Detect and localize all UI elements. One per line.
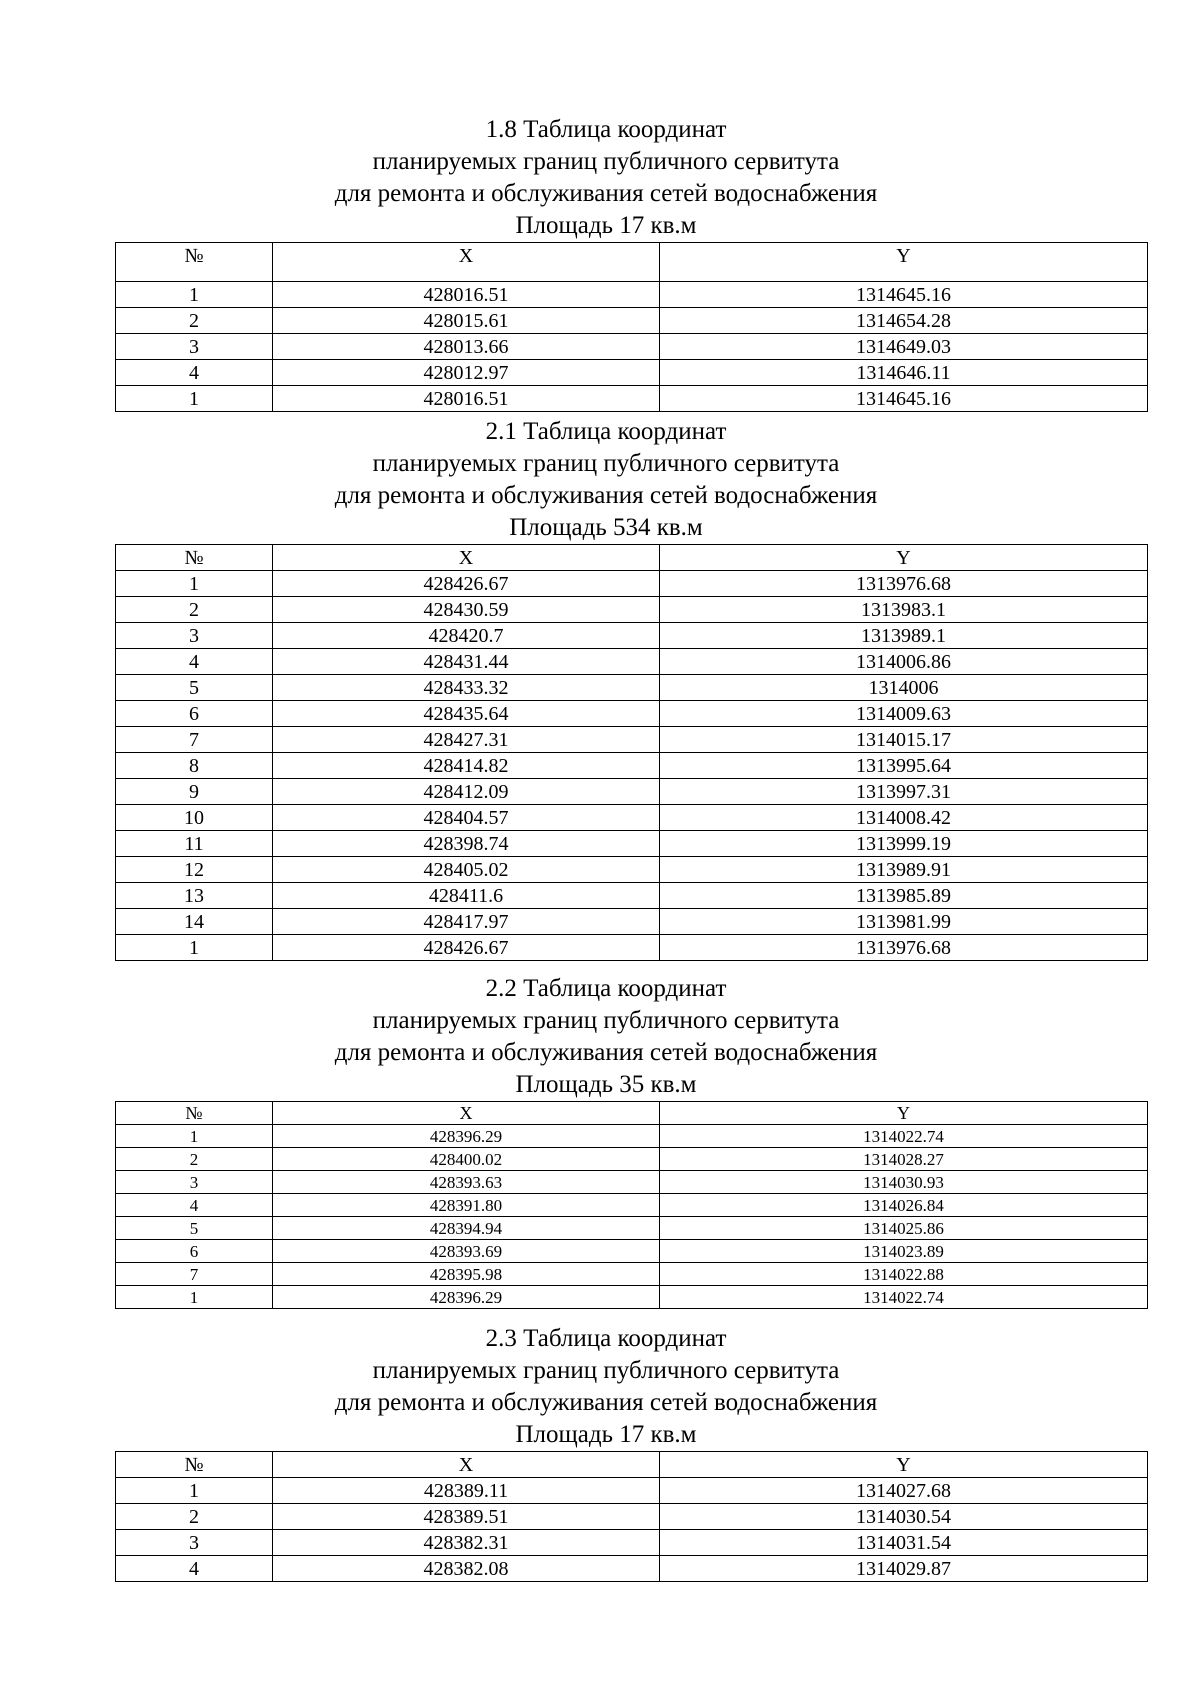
y-coordinate-cell: 1314025.86 <box>660 1217 1148 1240</box>
table-row <box>116 935 1148 961</box>
section-purpose: для ремонта и обслуживания сетей водоснабжения <box>334 482 878 509</box>
x-coordinate-cell: 428396.29 <box>273 1286 660 1309</box>
section-subheading: планируемых границ публичного сервитута <box>372 1357 840 1384</box>
x-coordinate-cell: 428382.31 <box>273 1530 660 1556</box>
y-coordinate-cell: 1314029.87 <box>660 1556 1148 1582</box>
x-coordinate-cell: 428396.29 <box>273 1125 660 1148</box>
x-coordinate-cell: 428400.02 <box>273 1148 660 1171</box>
y-coordinate-cell: 1313995.64 <box>660 753 1148 779</box>
table-row <box>116 1478 1148 1504</box>
column-header-number: № <box>116 1102 273 1125</box>
y-coordinate-cell: 1313997.31 <box>660 779 1148 805</box>
point-number-cell: 3 <box>116 1171 273 1194</box>
table-row <box>116 1556 1148 1582</box>
x-coordinate-cell: 428414.82 <box>273 753 660 779</box>
x-coordinate-cell: 428389.11 <box>273 1478 660 1504</box>
section-heading: 2.1 Таблица координат <box>485 418 727 445</box>
table-row <box>116 831 1148 857</box>
point-number-cell: 1 <box>116 935 273 961</box>
x-coordinate-cell: 428016.51 <box>273 386 660 412</box>
y-coordinate-cell: 1314015.17 <box>660 727 1148 753</box>
point-number-cell: 6 <box>116 1240 273 1263</box>
point-number-cell: 5 <box>116 675 273 701</box>
x-coordinate-cell: 428435.64 <box>273 701 660 727</box>
point-number-cell: 7 <box>116 727 273 753</box>
x-coordinate-cell: 428012.97 <box>273 360 660 386</box>
column-header-x: X <box>273 243 660 282</box>
coordinate-table <box>115 544 1148 961</box>
y-coordinate-cell: 1314008.42 <box>660 805 1148 831</box>
section-area: Площадь 17 кв.м <box>515 1421 697 1448</box>
y-coordinate-cell: 1314009.63 <box>660 701 1148 727</box>
table-row <box>116 1504 1148 1530</box>
point-number-cell: 3 <box>116 1530 273 1556</box>
table-body <box>116 1478 1148 1582</box>
table-row <box>116 1148 1148 1171</box>
point-number-cell: 6 <box>116 701 273 727</box>
table-header-row <box>116 1452 1148 1478</box>
x-coordinate-cell: 428013.66 <box>273 334 660 360</box>
table-row <box>116 1263 1148 1286</box>
table-row <box>116 909 1148 935</box>
section-purpose: для ремонта и обслуживания сетей водоснабжения <box>334 1389 878 1416</box>
point-number-cell: 2 <box>116 1148 273 1171</box>
x-coordinate-cell: 428015.61 <box>273 308 660 334</box>
table-body <box>116 571 1148 961</box>
x-coordinate-cell: 428426.67 <box>273 571 660 597</box>
table-row <box>116 1194 1148 1217</box>
y-coordinate-cell: 1314031.54 <box>660 1530 1148 1556</box>
x-coordinate-cell: 428433.32 <box>273 675 660 701</box>
point-number-cell: 3 <box>116 623 273 649</box>
column-header-y: Y <box>660 545 1148 571</box>
point-number-cell: 4 <box>116 649 273 675</box>
section-purpose: для ремонта и обслуживания сетей водоснабжения <box>334 180 878 207</box>
table-row <box>116 1530 1148 1556</box>
point-number-cell: 2 <box>116 1504 273 1530</box>
coordinate-table <box>115 1101 1148 1309</box>
x-coordinate-cell: 428395.98 <box>273 1263 660 1286</box>
table-row <box>116 883 1148 909</box>
x-coordinate-cell: 428412.09 <box>273 779 660 805</box>
column-header-x: X <box>273 1452 660 1478</box>
table-row <box>116 675 1148 701</box>
point-number-cell: 8 <box>116 753 273 779</box>
column-header-y: Y <box>660 243 1148 282</box>
y-coordinate-cell: 1314023.89 <box>660 1240 1148 1263</box>
y-coordinate-cell: 1314026.84 <box>660 1194 1148 1217</box>
point-number-cell: 10 <box>116 805 273 831</box>
y-coordinate-cell: 1314028.27 <box>660 1148 1148 1171</box>
x-coordinate-cell: 428431.44 <box>273 649 660 675</box>
y-coordinate-cell: 1313983.1 <box>660 597 1148 623</box>
coordinate-section-2-2 <box>0 973 1200 1309</box>
x-coordinate-cell: 428382.08 <box>273 1556 660 1582</box>
table-header-row <box>116 545 1148 571</box>
point-number-cell: 4 <box>116 1556 273 1582</box>
x-coordinate-cell: 428398.74 <box>273 831 660 857</box>
point-number-cell: 1 <box>116 1478 273 1504</box>
table-row <box>116 360 1148 386</box>
y-coordinate-cell: 1313976.68 <box>660 935 1148 961</box>
section-subheading: планируемых границ публичного сервитута <box>372 450 840 477</box>
y-coordinate-cell: 1313981.99 <box>660 909 1148 935</box>
x-coordinate-cell: 428426.67 <box>273 935 660 961</box>
table-row <box>116 1171 1148 1194</box>
y-coordinate-cell: 1314030.93 <box>660 1171 1148 1194</box>
section-area: Площадь 17 кв.м <box>515 212 697 239</box>
x-coordinate-cell: 428427.31 <box>273 727 660 753</box>
column-header-x: X <box>273 1102 660 1125</box>
table-row <box>116 1240 1148 1263</box>
coordinate-table <box>115 242 1148 412</box>
table-row <box>116 334 1148 360</box>
x-coordinate-cell: 428393.63 <box>273 1171 660 1194</box>
column-header-x: X <box>273 545 660 571</box>
coordinate-table <box>115 1451 1148 1582</box>
table-body <box>116 282 1148 412</box>
table-row <box>116 1286 1148 1309</box>
coordinate-section-1-8 <box>0 114 1200 412</box>
table-row <box>116 1125 1148 1148</box>
y-coordinate-cell: 1314646.11 <box>660 360 1148 386</box>
point-number-cell: 4 <box>116 360 273 386</box>
table-row <box>116 649 1148 675</box>
x-coordinate-cell: 428404.57 <box>273 805 660 831</box>
point-number-cell: 13 <box>116 883 273 909</box>
table-row <box>116 753 1148 779</box>
coordinate-section-2-3 <box>0 1323 1200 1582</box>
y-coordinate-cell: 1313989.91 <box>660 857 1148 883</box>
section-heading: 2.3 Таблица координат <box>485 1325 727 1352</box>
y-coordinate-cell: 1314006 <box>660 675 1148 701</box>
point-number-cell: 11 <box>116 831 273 857</box>
x-coordinate-cell: 428405.02 <box>273 857 660 883</box>
point-number-cell: 3 <box>116 334 273 360</box>
table-row <box>116 857 1148 883</box>
coordinate-section-2-1 <box>0 416 1200 961</box>
point-number-cell: 4 <box>116 1194 273 1217</box>
point-number-cell: 1 <box>116 1286 273 1309</box>
x-coordinate-cell: 428411.6 <box>273 883 660 909</box>
section-area: Площадь 534 кв.м <box>509 514 703 541</box>
x-coordinate-cell: 428389.51 <box>273 1504 660 1530</box>
column-header-y: Y <box>660 1452 1148 1478</box>
y-coordinate-cell: 1314027.68 <box>660 1478 1148 1504</box>
section-subheading: планируемых границ публичного сервитута <box>372 1007 840 1034</box>
table-body <box>116 1125 1148 1309</box>
column-header-number: № <box>116 243 273 282</box>
x-coordinate-cell: 428417.97 <box>273 909 660 935</box>
table-header-row <box>116 1102 1148 1125</box>
section-heading: 2.2 Таблица координат <box>485 975 727 1002</box>
point-number-cell: 2 <box>116 597 273 623</box>
y-coordinate-cell: 1314645.16 <box>660 386 1148 412</box>
table-row <box>116 571 1148 597</box>
point-number-cell: 7 <box>116 1263 273 1286</box>
y-coordinate-cell: 1314022.74 <box>660 1125 1148 1148</box>
point-number-cell: 1 <box>116 282 273 308</box>
x-coordinate-cell: 428420.7 <box>273 623 660 649</box>
point-number-cell: 5 <box>116 1217 273 1240</box>
x-coordinate-cell: 428393.69 <box>273 1240 660 1263</box>
table-row <box>116 805 1148 831</box>
point-number-cell: 2 <box>116 308 273 334</box>
y-coordinate-cell: 1313976.68 <box>660 571 1148 597</box>
y-coordinate-cell: 1314649.03 <box>660 334 1148 360</box>
y-coordinate-cell: 1314006.86 <box>660 649 1148 675</box>
x-coordinate-cell: 428391.80 <box>273 1194 660 1217</box>
y-coordinate-cell: 1313989.1 <box>660 623 1148 649</box>
table-row <box>116 701 1148 727</box>
table-header-row <box>116 243 1148 282</box>
point-number-cell: 9 <box>116 779 273 805</box>
y-coordinate-cell: 1314022.88 <box>660 1263 1148 1286</box>
point-number-cell: 12 <box>116 857 273 883</box>
column-header-number: № <box>116 545 273 571</box>
point-number-cell: 14 <box>116 909 273 935</box>
section-purpose: для ремонта и обслуживания сетей водоснабжения <box>334 1039 878 1066</box>
x-coordinate-cell: 428016.51 <box>273 282 660 308</box>
x-coordinate-cell: 428394.94 <box>273 1217 660 1240</box>
table-row <box>116 727 1148 753</box>
column-header-number: № <box>116 1452 273 1478</box>
y-coordinate-cell: 1314645.16 <box>660 282 1148 308</box>
table-row <box>116 597 1148 623</box>
section-subheading: планируемых границ публичного сервитута <box>372 148 840 175</box>
y-coordinate-cell: 1314022.74 <box>660 1286 1148 1309</box>
table-row <box>116 282 1148 308</box>
table-row <box>116 386 1148 412</box>
table-row <box>116 623 1148 649</box>
point-number-cell: 1 <box>116 571 273 597</box>
point-number-cell: 1 <box>116 386 273 412</box>
point-number-cell: 1 <box>116 1125 273 1148</box>
y-coordinate-cell: 1313985.89 <box>660 883 1148 909</box>
section-heading: 1.8 Таблица координат <box>485 116 727 143</box>
column-header-y: Y <box>660 1102 1148 1125</box>
table-row <box>116 1217 1148 1240</box>
y-coordinate-cell: 1314654.28 <box>660 308 1148 334</box>
x-coordinate-cell: 428430.59 <box>273 597 660 623</box>
y-coordinate-cell: 1313999.19 <box>660 831 1148 857</box>
table-row <box>116 308 1148 334</box>
y-coordinate-cell: 1314030.54 <box>660 1504 1148 1530</box>
table-row <box>116 779 1148 805</box>
section-area: Площадь 35 кв.м <box>515 1071 697 1098</box>
